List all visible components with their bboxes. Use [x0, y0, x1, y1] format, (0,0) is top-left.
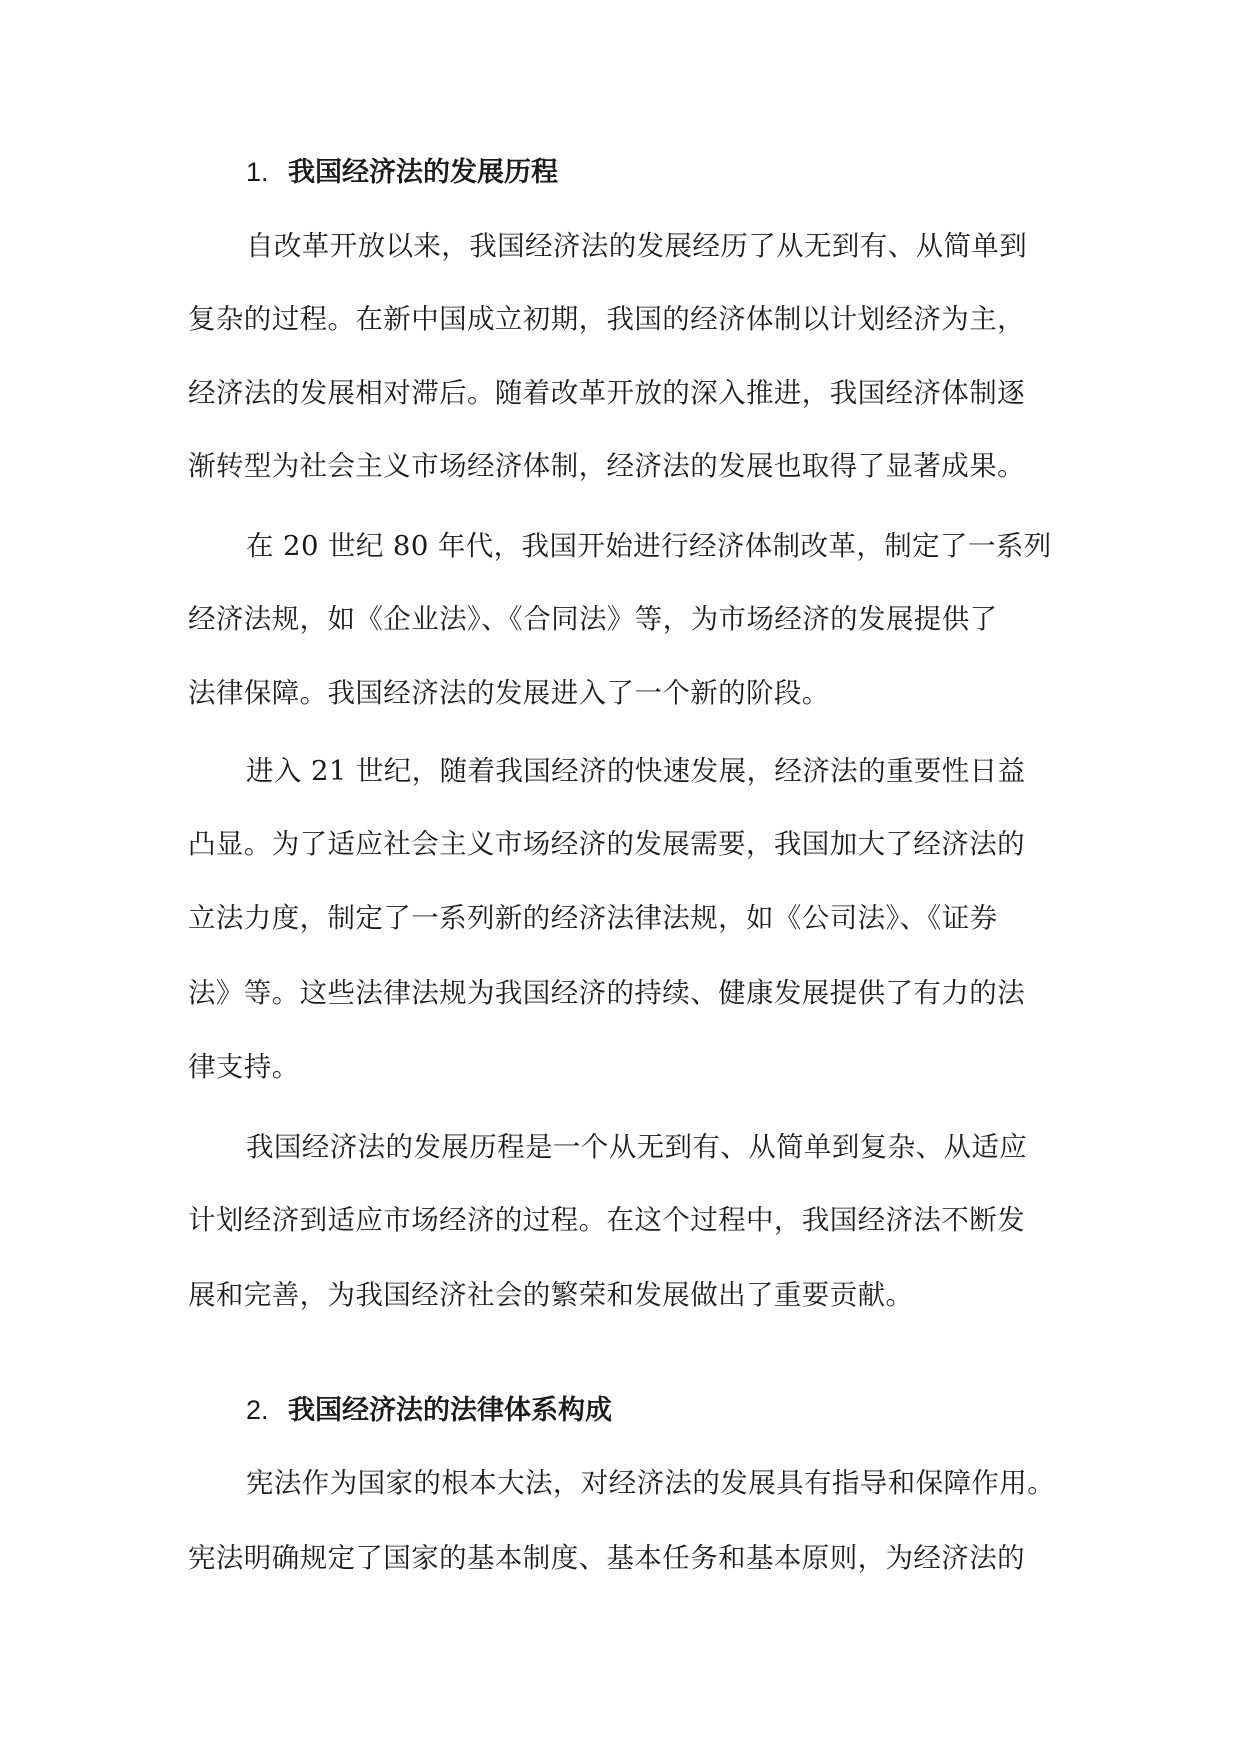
paragraph-line: 自改革开放以来，我国经济法的发展经历了从无到有、从简单到 [246, 230, 1028, 262]
paragraph-line: 经济法规，如《企业法》、《合同法》等，为市场经济的发展提供了 [188, 603, 998, 635]
paragraph-line: 进入 21 世纪，随着我国经济的快速发展，经济法的重要性日益 [246, 755, 1026, 787]
paragraph-line: 经济法的发展相对滞后。随着改革开放的深入推进，我国经济体制逐 [188, 377, 1025, 409]
paragraph-line: 律支持。 [188, 1051, 300, 1083]
paragraph-line: 凸显。为了适应社会主义市场经济的发展需要，我国加大了经济法的 [188, 828, 1025, 860]
paragraph-line: 宪法作为国家的根本大法，对经济法的发展具有指导和保障作用。 [246, 1467, 1056, 1499]
section-title-1: 我国经济法的发展历程 [288, 157, 558, 188]
paragraph-line: 在 20 世纪 80 年代，我国开始进行经济体制改革，制定了一系列 [246, 530, 1052, 562]
section-number-2: 2. [246, 1395, 269, 1425]
paragraph-line: 复杂的过程。在新中国成立初期，我国的经济体制以计划经济为主， [188, 303, 1025, 335]
paragraph-line: 宪法明确规定了国家的基本制度、基本任务和基本原则，为经济法的 [188, 1542, 1025, 1574]
section-heading-2 [246, 1393, 612, 1428]
section-title-2: 我国经济法的法律体系构成 [288, 1395, 612, 1426]
paragraph-line: 法》等。这些法律法规为我国经济的持续、健康发展提供了有力的法 [188, 977, 1025, 1009]
paragraph-line: 我国经济法的发展历程是一个从无到有、从简单到复杂、从适应 [246, 1131, 1028, 1163]
paragraph-line: 法律保障。我国经济法的发展进入了一个新的阶段。 [188, 677, 830, 709]
paragraph-line: 展和完善，为我国经济社会的繁荣和发展做出了重要贡献。 [188, 1279, 914, 1311]
section-number-1: 1. [246, 157, 269, 187]
section-heading-1 [246, 155, 558, 190]
paragraph-line: 立法力度，制定了一系列新的经济法律法规，如《公司法》、《证券 [188, 902, 998, 934]
paragraph-line: 渐转型为社会主义市场经济体制，经济法的发展也取得了显著成果。 [188, 450, 1025, 482]
paragraph-line: 计划经济到适应市场经济的过程。在这个过程中，我国经济法不断发 [188, 1204, 1025, 1236]
